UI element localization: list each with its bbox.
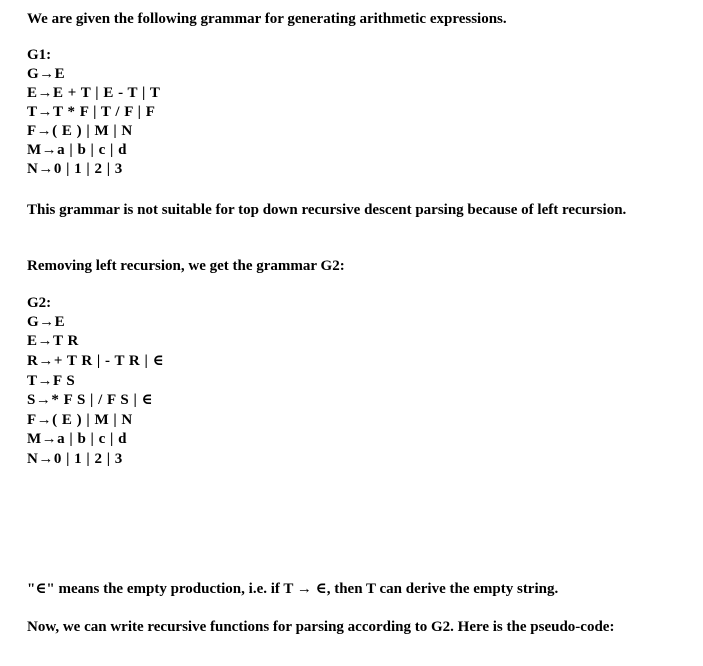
intro-text: We are given the following grammar for generating arithmetic expressions. [27, 11, 507, 27]
g2-production: F→( E ) | M | N [27, 412, 133, 428]
removing-recursion-text: Removing left recursion, we get the grammar G2: [27, 258, 345, 274]
g1-production: N→0 | 1 | 2 | 3 [27, 161, 123, 177]
g2-production: N→0 | 1 | 2 | 3 [27, 451, 123, 467]
epsilon-note: "∈" means the empty production, i.e. if T → ∈, then T can derive the empty string. [27, 581, 559, 597]
g2-title: G2: [27, 295, 52, 311]
g1-production: F→( E ) | M | N [27, 123, 133, 139]
g2-production: T→F S [27, 373, 76, 389]
g2-production: E→T R [27, 333, 79, 349]
g1-production: M→a | b | c | d [27, 142, 127, 158]
g2-production: G→E [27, 314, 66, 330]
g2-production: S→* F S | / F S | ∈ [27, 392, 154, 408]
g2-production: R→+ T R | - T R | ∈ [27, 353, 165, 369]
g2-production: M→a | b | c | d [27, 431, 127, 447]
now-paragraph: Now, we can write recursive functions for parsing according to G2. Here is the pseudo-code: [27, 619, 615, 635]
g1-title: G1: [27, 47, 52, 63]
g1-production: T→T * F | T / F | F [27, 104, 156, 120]
not-suitable-paragraph: This grammar is not suitable for top down recursive descent parsing because of left recursion. [27, 202, 627, 218]
g1-production: E→E + T | E - T | T [27, 85, 161, 101]
g1-production: G→E [27, 66, 66, 82]
